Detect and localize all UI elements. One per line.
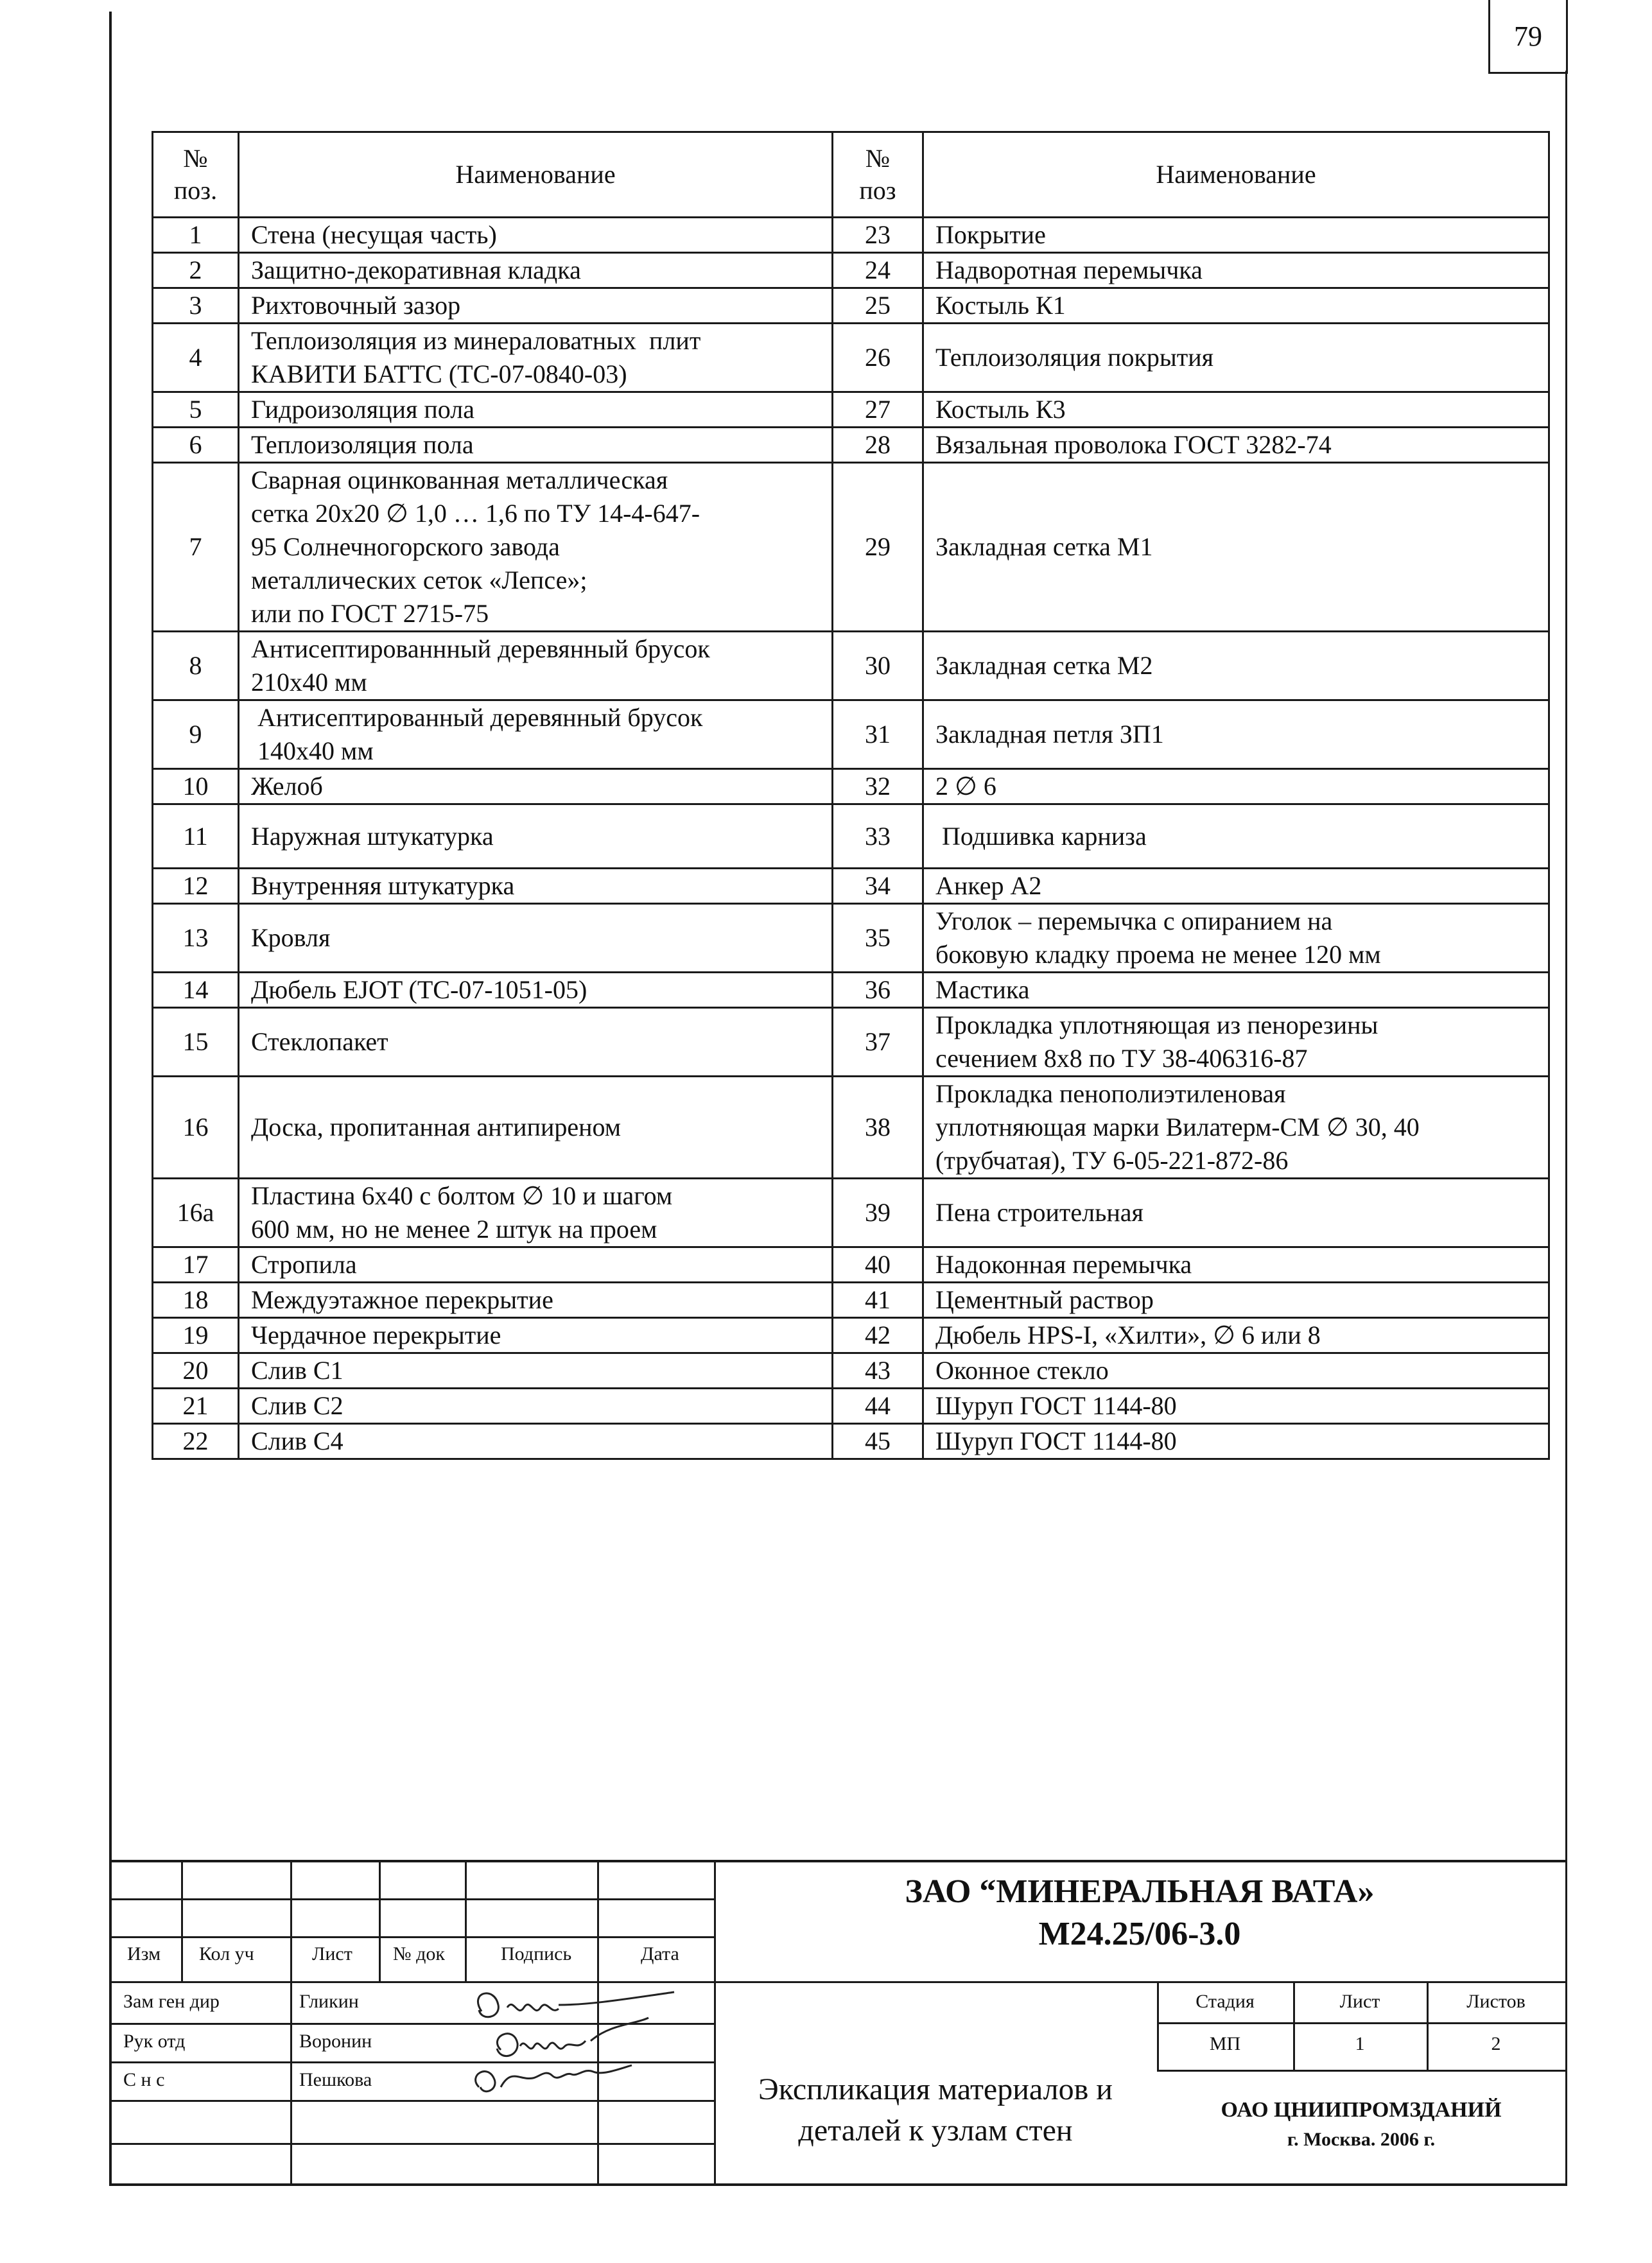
row-number-right: 42: [833, 1318, 923, 1353]
row-number-left: 12: [153, 869, 239, 904]
row-name-left: [239, 1389, 833, 1424]
row-name-left-line: Гидроизоляция пола: [251, 395, 474, 424]
table-row: [153, 463, 1549, 632]
row-name-right: [923, 1283, 1549, 1318]
row-name-right: [923, 632, 1549, 700]
row-name-left-line: Наружная штукатурка: [251, 821, 494, 851]
row-number-right: 31: [833, 700, 923, 769]
name-3: Пешкова: [299, 2069, 372, 2090]
row-name-left: [239, 288, 833, 324]
row-number-right: 36: [833, 973, 923, 1008]
table-row: [153, 804, 1549, 869]
row-name-left-line: 95 Солнечногорского завода: [251, 532, 560, 561]
row-name-right-line: Подшивка карниза: [935, 821, 1147, 851]
row-number-right: 29: [833, 463, 923, 632]
row-name-right: [923, 973, 1549, 1008]
row-number-left: 18: [153, 1283, 239, 1318]
row-name-left: [239, 253, 833, 288]
table-row: [153, 1179, 1549, 1247]
row-name-left-line: Пластина 6х40 с болтом ∅ 10 и шагом: [251, 1181, 673, 1210]
row-name-right-line: боковую кладку проема не менее 120 мм: [935, 940, 1381, 969]
row-number-right: 23: [833, 218, 923, 253]
row-name-right-line: (трубчатая), ТУ 6-05-221-872-86: [935, 1146, 1289, 1175]
table-row: [153, 428, 1549, 463]
row-name-right-line: Мастика: [935, 975, 1030, 1004]
row-number-right: 32: [833, 769, 923, 804]
table-row: [153, 288, 1549, 324]
row-number-left: 8: [153, 632, 239, 700]
row-name-left-line: Внутренняя штукатурка: [251, 871, 515, 900]
row-name-left-line: 140х40 мм: [251, 736, 374, 765]
row-number-left: 7: [153, 463, 239, 632]
table-row: [153, 1077, 1549, 1179]
row-name-right: [923, 253, 1549, 288]
col-podpis: Подпись: [501, 1943, 572, 1964]
row-name-left-line: Дюбель EJOT (ТС-07-1051-05): [251, 975, 587, 1004]
row-name-right-line: Костыль К1: [935, 291, 1066, 320]
row-number-right: 24: [833, 253, 923, 288]
row-number-left: 19: [153, 1318, 239, 1353]
header-name-left: Наименование: [239, 132, 833, 218]
row-name-left-line: 600 мм, но не менее 2 штук на проем: [251, 1215, 657, 1244]
row-name-right-line: Прокладка пенополиэтиленовая: [935, 1079, 1286, 1108]
row-name-right-line: 2 ∅ 6: [935, 772, 996, 801]
header-name-right: Наименование: [923, 132, 1549, 218]
row-number-left: 13: [153, 904, 239, 973]
row-name-left: [239, 869, 833, 904]
row-name-left: [239, 632, 833, 700]
row-name-right: [923, 869, 1549, 904]
sheets-header: Листов: [1466, 1991, 1526, 2012]
row-name-right-line: Закладная сетка М2: [935, 651, 1153, 680]
row-number-right: 30: [833, 632, 923, 700]
row-name-right: [923, 769, 1549, 804]
row-name-left-line: Чердачное перекрытие: [251, 1321, 501, 1349]
row-name-right-line: Пена строительная: [935, 1198, 1143, 1227]
header-num-left: № поз.: [153, 132, 239, 218]
frame-left-border: [109, 12, 112, 2185]
row-name-left: [239, 769, 833, 804]
frame-right-border: [1565, 71, 1567, 2186]
table-row: [153, 392, 1549, 428]
row-number-left: 11: [153, 804, 239, 869]
document-title-line-2: деталей к узлам стен: [798, 2113, 1073, 2147]
row-name-left-line: сетка 20х20 ∅ 1,0 … 1,6 по ТУ 14-4-647-: [251, 499, 700, 528]
row-number-right: 44: [833, 1389, 923, 1424]
sheets-value: 2: [1491, 2033, 1501, 2054]
row-number-left: 4: [153, 324, 239, 392]
row-name-right-line: Костыль К3: [935, 395, 1066, 424]
row-name-right: [923, 463, 1549, 632]
row-number-left: 22: [153, 1424, 239, 1459]
table-row: [153, 700, 1549, 769]
row-name-right-line: Оконное стекло: [935, 1356, 1109, 1385]
row-name-right-line: Уголок – перемычка с опиранием на: [935, 906, 1333, 935]
header-num-right: № поз: [833, 132, 923, 218]
row-name-right: [923, 288, 1549, 324]
row-number-right: 26: [833, 324, 923, 392]
row-name-left: [239, 973, 833, 1008]
col-list: Лист: [312, 1943, 352, 1964]
row-name-right: [923, 428, 1549, 463]
row-name-right-line: Анкер А2: [935, 871, 1042, 900]
row-number-left: 20: [153, 1353, 239, 1389]
row-number-right: 39: [833, 1179, 923, 1247]
row-name-left-line: металлических сеток «Лепсе»;: [251, 566, 587, 594]
name-2: Воронин: [299, 2031, 372, 2052]
row-name-right: [923, 324, 1549, 392]
row-name-right: [923, 218, 1549, 253]
row-number-right: 28: [833, 428, 923, 463]
row-name-right-line: Шуруп ГОСТ 1144-80: [935, 1391, 1177, 1420]
row-name-right: [923, 700, 1549, 769]
institute-city-year: г. Москва. 2006 г.: [1287, 2129, 1436, 2150]
row-name-left-line: Кровля: [251, 923, 331, 952]
row-name-left: [239, 1247, 833, 1283]
col-data: Дата: [641, 1943, 679, 1964]
row-name-left-line: Доска, пропитанная антипиреном: [251, 1113, 622, 1141]
row-name-left-line: Рихтовочный зазор: [251, 291, 461, 320]
row-name-right: [923, 1318, 1549, 1353]
row-name-left: [239, 904, 833, 973]
row-number-left: 17: [153, 1247, 239, 1283]
title-block: [109, 1860, 1565, 2186]
col-kol-uch: Кол уч: [199, 1943, 254, 1964]
row-name-left-line: Слив С1: [251, 1356, 343, 1385]
table-row: [153, 1318, 1549, 1353]
row-name-left-line: КАВИТИ БАТТС (ТС-07-0840-03): [251, 360, 627, 388]
row-name-left-line: или по ГОСТ 2715-75: [251, 599, 489, 628]
row-number-left: 14: [153, 973, 239, 1008]
row-name-right: [923, 1179, 1549, 1247]
row-number-left: 5: [153, 392, 239, 428]
row-name-left: [239, 1353, 833, 1389]
row-name-right: [923, 904, 1549, 973]
row-number-right: 38: [833, 1077, 923, 1179]
name-1: Гликин: [299, 1991, 359, 2012]
row-name-right-line: Прокладка уплотняющая из пенорезины: [935, 1010, 1378, 1039]
row-name-right: [923, 1424, 1549, 1459]
row-number-left: 16а: [153, 1179, 239, 1247]
materials-table: [152, 131, 1550, 1460]
row-name-right-line: Надоконная перемычка: [935, 1250, 1192, 1279]
row-name-right: [923, 1389, 1549, 1424]
row-name-left-line: Стропила: [251, 1250, 357, 1279]
signature-images: [456, 1979, 700, 2108]
row-name-left-line: Стена (несущая часть): [251, 220, 497, 249]
stage-header: Стадия: [1196, 1991, 1255, 2012]
row-number-right: 45: [833, 1424, 923, 1459]
sheet-value: 1: [1355, 2033, 1365, 2054]
role-2: Рук отд: [123, 2031, 186, 2052]
table-row: [153, 904, 1549, 973]
table-row: [153, 973, 1549, 1008]
document-title-line-1: Экспликация материалов и: [758, 2072, 1113, 2106]
table-row: [153, 218, 1549, 253]
row-name-left-line: Защитно-декоративная кладка: [251, 256, 581, 284]
row-name-right-line: Покрытие: [935, 220, 1046, 249]
organization-title: ЗАО “МИНЕРАЛЬНАЯ ВАТА»: [905, 1873, 1375, 1910]
row-name-left: [239, 324, 833, 392]
row-name-right-line: Теплоизоляция покрытия: [935, 343, 1214, 372]
stage-value: МП: [1209, 2033, 1241, 2054]
row-number-right: 25: [833, 288, 923, 324]
table-row: [153, 1424, 1549, 1459]
table-row: [153, 1008, 1549, 1077]
row-name-right: [923, 1353, 1549, 1389]
col-izm: Изм: [127, 1943, 161, 1964]
row-number-right: 41: [833, 1283, 923, 1318]
row-name-left: [239, 1424, 833, 1459]
row-number-left: 21: [153, 1389, 239, 1424]
row-name-right: [923, 804, 1549, 869]
sheet-header: Лист: [1339, 1991, 1380, 2012]
row-name-left: [239, 392, 833, 428]
col-no-dok: № док: [393, 1943, 445, 1964]
row-name-left-line: Стеклопакет: [251, 1027, 388, 1056]
row-number-left: 3: [153, 288, 239, 324]
table-row: [153, 869, 1549, 904]
table-row: [153, 1389, 1549, 1424]
row-name-left-line: Слив С4: [251, 1426, 343, 1455]
row-name-left: [239, 700, 833, 769]
row-name-right-line: Закладная сетка М1: [935, 532, 1153, 561]
row-name-left-line: Антисептированный деревянный брусок: [251, 703, 703, 732]
table-row: [153, 1353, 1549, 1389]
row-name-right-line: сечением 8х8 по ТУ 38-406316-87: [935, 1044, 1308, 1073]
row-number-right: 40: [833, 1247, 923, 1283]
row-name-left: [239, 1008, 833, 1077]
row-name-right: [923, 1077, 1549, 1179]
table-header-row: [153, 132, 1549, 218]
role-1: Зам ген дир: [123, 1991, 220, 2012]
row-name-left: [239, 804, 833, 869]
row-name-right: [923, 1008, 1549, 1077]
table-row: [153, 769, 1549, 804]
institute-name: ОАО ЦНИИПРОМЗДАНИЙ: [1221, 2098, 1502, 2122]
row-name-left: [239, 1318, 833, 1353]
row-name-right-line: Вязальная проволока ГОСТ 3282-74: [935, 430, 1332, 459]
table-row: [153, 632, 1549, 700]
row-name-left-line: Теплоизоляция пола: [251, 430, 474, 459]
row-name-left: [239, 1283, 833, 1318]
table-row: [153, 253, 1549, 288]
row-name-left: [239, 218, 833, 253]
row-name-left: [239, 428, 833, 463]
row-name-left-line: Антисептированнный деревянный брусок: [251, 634, 710, 663]
row-name-left-line: Сварная оцинкованная металлическая: [251, 465, 668, 494]
row-name-left-line: Теплоизоляция из минераловатных плит: [251, 326, 701, 355]
row-number-right: 34: [833, 869, 923, 904]
row-number-left: 15: [153, 1008, 239, 1077]
row-name-right-line: Дюбель HPS-I, «Хилти», ∅ 6 или 8: [935, 1321, 1321, 1349]
row-number-right: 43: [833, 1353, 923, 1389]
row-name-left: [239, 1179, 833, 1247]
row-name-right-line: Цементный раствор: [935, 1285, 1154, 1314]
row-name-left-line: Междуэтажное перекрытие: [251, 1285, 553, 1314]
row-name-right: [923, 1247, 1549, 1283]
row-name-left-line: 210х40 мм: [251, 668, 367, 697]
row-name-left: [239, 1077, 833, 1179]
role-3: С н с: [123, 2069, 165, 2090]
row-number-right: 37: [833, 1008, 923, 1077]
row-name-right-line: Надворотная перемычка: [935, 256, 1203, 284]
row-name-right-line: Шуруп ГОСТ 1144-80: [935, 1426, 1177, 1455]
row-number-left: 9: [153, 700, 239, 769]
table-row: [153, 1283, 1549, 1318]
row-number-right: 35: [833, 904, 923, 973]
row-number-left: 2: [153, 253, 239, 288]
row-number-left: 6: [153, 428, 239, 463]
document-code: М24.25/06-3.0: [1038, 1916, 1241, 1952]
row-number-left: 1: [153, 218, 239, 253]
table-row: [153, 324, 1549, 392]
table-row: [153, 1247, 1549, 1283]
row-name-right: [923, 392, 1549, 428]
row-name-right-line: уплотняющая марки Вилатерм-СМ ∅ 30, 40: [935, 1113, 1420, 1141]
row-name-left-line: Желоб: [251, 772, 323, 801]
row-name-left-line: Слив С2: [251, 1391, 343, 1420]
row-name-left: [239, 463, 833, 632]
row-number-left: 10: [153, 769, 239, 804]
row-number-left: 16: [153, 1077, 239, 1179]
row-number-right: 27: [833, 392, 923, 428]
page-number: 79: [1488, 0, 1568, 74]
row-number-right: 33: [833, 804, 923, 869]
row-name-right-line: Закладная петля ЗП1: [935, 720, 1164, 749]
